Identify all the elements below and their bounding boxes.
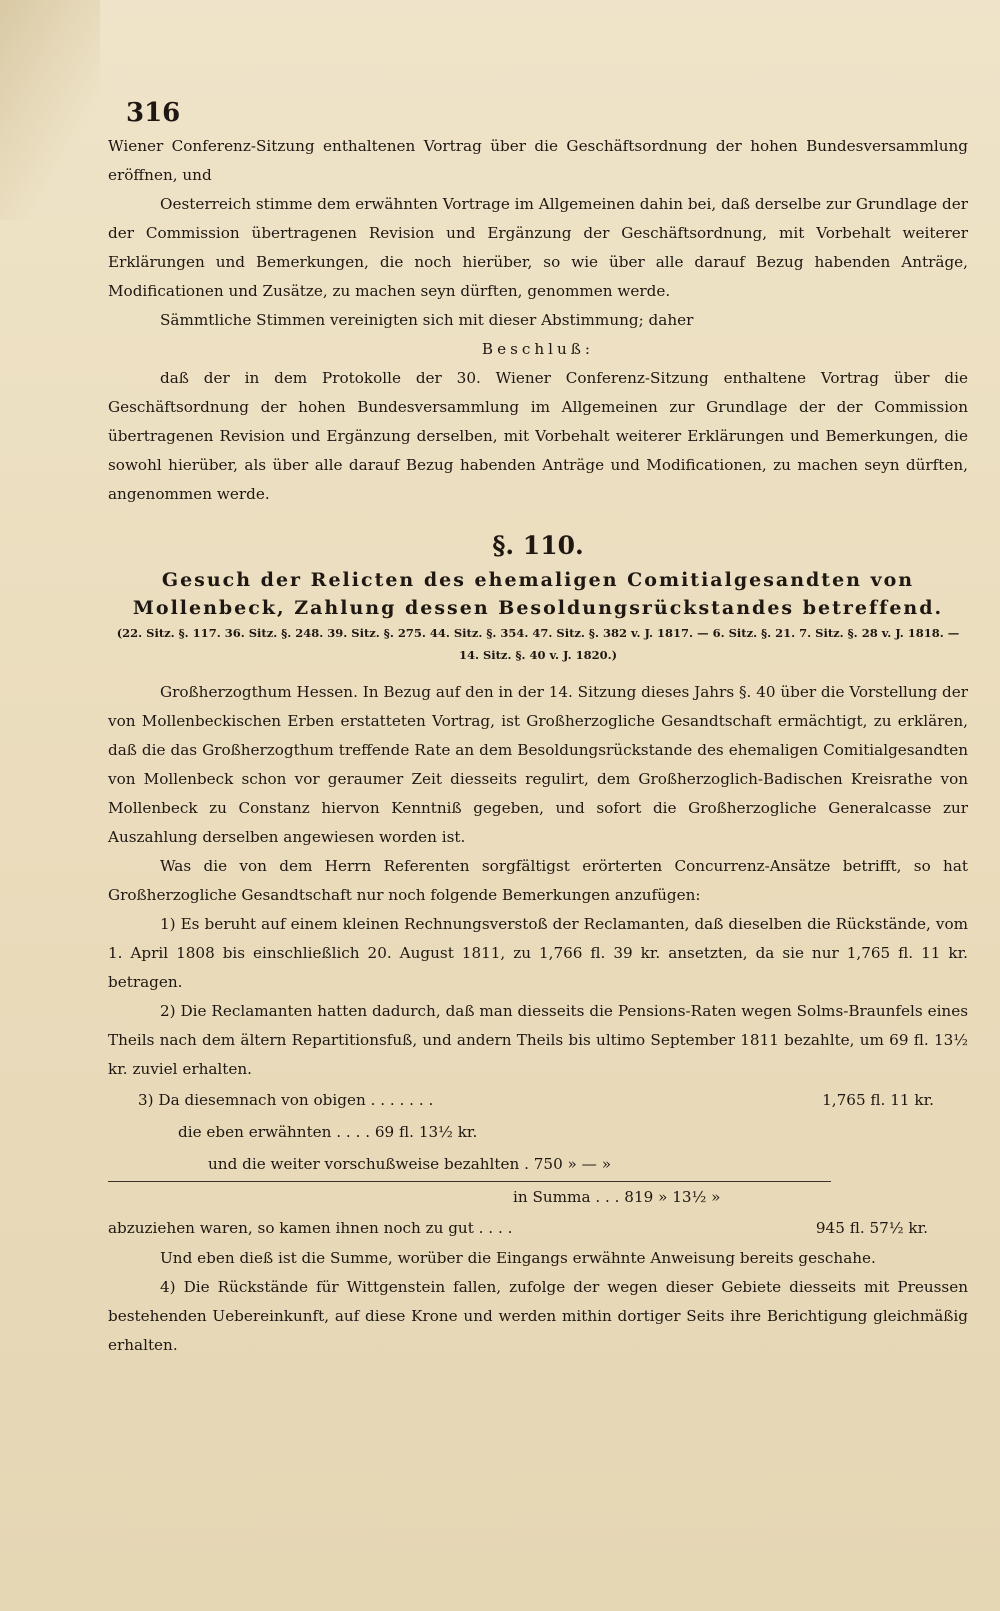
- paragraph-hessen: Großherzogthum Hessen. In Bezug auf den in der 14. Sitzung dieses Jahrs §. 40 über die Vorstellung der von Mollenbeckischen Erben erstatteten Vortrag, ist Großherzogliche Gesandtschaft ermächtigt, zu erklären, daß die das Großherzogthum treffende Rate an dem Besoldungsrückstande des ehemaligen Comitialgesandten von Mollenbeck schon vor geraumer Zeit diesseits regulirt, dem Großherzoglich-Badischen Kreisrathe von Mollenbeck zu Constanz hiervon Kenntniß gegeben, und sofort die Großherzogliche Generalcasse zur Auszahlung derselben angewiesen worden ist.: [108, 683, 968, 846]
- section-heading: Gesuch der Relicten des ehemaligen Comitialgesandten von Mollenbeck, Zahlung dessen Besoldungsrückstandes betreffend.: [132, 569, 944, 619]
- page-number: 316: [126, 98, 181, 128]
- paragraph-point-4: 4) Die Rückstände für Wittgenstein fallen, zufolge der wegen dieser Gebiete diesseits mit Preussen bestehenden Uebereinkunft, auf diese Krone und werden mithin dortiger Seits ihre Berichtigung gleichmäßig erhalten.: [108, 1278, 968, 1354]
- calc-label: und die weiter vorschußweise bezahlten . 750 » — »: [208, 1155, 611, 1173]
- calc-row: [108, 1180, 968, 1212]
- paragraph-stimmen: Sämmtliche Stimmen vereinigten sich mit dieser Abstimmung; daher: [160, 311, 694, 329]
- calc-row: [108, 1148, 968, 1180]
- section-number: §. 110.: [492, 531, 584, 560]
- paper-fold: [0, 0, 100, 220]
- calc-row: [108, 1212, 968, 1244]
- calc-row: [108, 1084, 968, 1116]
- calc-label: abzuziehen waren, so kamen ihnen noch zu gut . . . .: [108, 1219, 513, 1237]
- section-references: (22. Sitz. §. 117. 36. Sitz. §. 248. 39. Sitz. §. 275. 44. Sitz. §. 354. 47. Sitz. §. 382 v. J. 1817. — 6. Sitz. §. 21. 7. Sitz. §. 28 v. J. 1818. — 14. Sitz. §. 40 v. J. 1820.): [116, 626, 960, 662]
- calc-value: 1,765 fl. 11 kr.: [822, 1091, 934, 1109]
- paragraph-concurrenz: Was die von dem Herrn Referenten sorgfältigst erörterten Concurrenz-Ansätze betrifft, so hat Großherzogliche Gesandtschaft nur noch folgende Bemerkungen anzufügen:: [108, 857, 968, 904]
- paragraph-beschluss: daß der in dem Protokolle der 30. Wiener Conferenz-Sitzung enthaltene Vortrag über die Geschäftsordnung der hohen Bundesversammlung im Allgemeinen zur Grundlage der der Commission übertragenen Revision und Ergänzung derselben, mit Vorbehalt weiterer Erklärungen und Bemerkungen, die sowohl hierüber, als über alle darauf Bezug habenden Anträge und Modificationen, zu machen seyn dürften, angenommen werde.: [108, 369, 968, 503]
- beschluss-label: Beschluß:: [481, 340, 595, 358]
- calc-row: [108, 1116, 968, 1148]
- paragraph-point-2: 2) Die Reclamanten hatten dadurch, daß man diesseits die Pensions-Raten wegen Solms-Braunfels eines Theils nach dem ältern Repartitionsfuß, und andern Theils bis ultimo September 1811 bezahlte, um 69 fl. 13½ kr. zuviel erhalten.: [108, 1002, 968, 1078]
- calc-label: 3) Da diesemnach von obigen . . . . . . .: [138, 1091, 434, 1109]
- page-content: [108, 98, 968, 1360]
- paragraph-oesterreich: Oesterreich stimme dem erwähnten Vortrage im Allgemeinen dahin bei, daß derselbe zur Grundlage der der Commission übertragenen Revision und Ergänzung der Geschäftsordnung, mit Vorbehalt weiterer Erklärungen und Bemerkungen, die noch hierüber, so wie über alle darauf Bezug habenden Anträge, Modificationen und Zusätze, zu machen seyn dürften, genommen werde.: [108, 195, 968, 300]
- paragraph-anweisung: Und eben dieß ist die Summe, worüber die Eingangs erwähnte Anweisung bereits geschahe.: [160, 1249, 876, 1267]
- calc-label: die eben erwähnten . . . . 69 fl. 13½ kr.: [178, 1123, 478, 1141]
- paragraph-intro: Wiener Conferenz-Sitzung enthaltenen Vortrag über die Geschäftsordnung der hohen Bundesversammlung eröffnen, und: [108, 137, 968, 184]
- paragraph-point-1: 1) Es beruht auf einem kleinen Rechnungsverstoß der Reclamanten, daß dieselben die Rückstände, vom 1. April 1808 bis einschließlich 20. August 1811, zu 1,766 fl. 39 kr. ansetzten, da sie nur 1,765 fl. 11 kr. betragen.: [108, 915, 968, 991]
- calc-sum-label: in Summa . . . 819 » 13½ »: [108, 1181, 831, 1212]
- calc-total: 945 fl. 57½ kr.: [815, 1219, 928, 1237]
- calculation-block: [108, 1084, 968, 1244]
